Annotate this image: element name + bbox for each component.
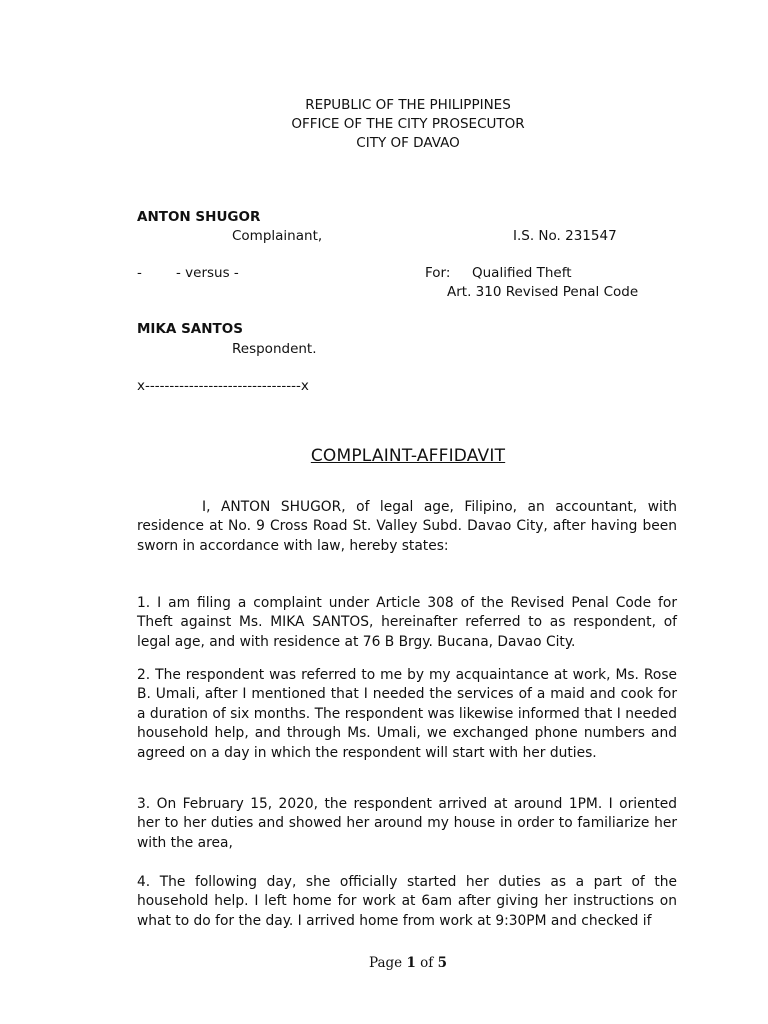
paragraph-4: 4. The following day, she officially started her duties as a part of the household help. I left home for work at 6am after giving her instructions on what to do for the day. I arrived home from work at 9:30PM and checked if: [137, 874, 677, 929]
paragraph-1: 1. I am filing a complaint under Article 308 of the Revised Penal Code for Theft against Ms. MIKA SANTOS, hereinafter referred to as respondent, of legal age, and with residence at 76 B Brgy. Bucana, Davao City.: [137, 595, 677, 650]
offense-label: Qualified Theft: [472, 265, 572, 281]
paragraph-3: 3. On February 15, 2020, the respondent arrived at around 1PM. I oriented her to her duties and showed her around my house in order to familiarize her with the area,: [137, 796, 677, 851]
complainant-name: ANTON SHUGOR: [137, 209, 261, 225]
header-republic: REPUBLIC OF THE PHILIPPINES: [305, 97, 511, 113]
header-city: CITY OF DAVAO: [356, 135, 460, 151]
respondent-role: Respondent.: [232, 341, 317, 357]
versus-label: - versus -: [176, 265, 239, 281]
intro-paragraph: I, ANTON SHUGOR, of legal age, Filipino, an accountant, with residence at No. 9 Cross Road St. Valley Subd. Davao City, after having been sworn in accordance with law, hereby states:: [137, 499, 677, 554]
versus-dash: -: [137, 265, 142, 281]
for-label: For:: [425, 265, 451, 281]
page-word: Page: [369, 955, 403, 971]
caption-separator: x--------------------------------x: [137, 378, 309, 394]
document-title: COMPLAINT-AFFIDAVIT: [310, 446, 506, 466]
of-word: of: [420, 955, 434, 971]
complainant-role: Complainant,: [232, 228, 323, 244]
page-current: 1: [406, 955, 416, 971]
page-total: 5: [437, 955, 447, 971]
case-number: I.S. No. 231547: [513, 228, 617, 244]
paragraph-2: 2. The respondent was referred to me by my acquaintance at work, Ms. Rose B. Umali, after I mentioned that I needed the services of a maid and cook for a duration of six months. The respondent was likewise informed that I needed household help, and through Ms. Umali, we exchanged phone numbers and agreed on a day in which the respondent will start with her duties.: [137, 667, 677, 761]
page-indicator: [0, 955, 768, 971]
respondent-name: MIKA SANTOS: [137, 321, 243, 337]
article-label: Art. 310 Revised Penal Code: [447, 284, 639, 300]
header-office: OFFICE OF THE CITY PROSECUTOR: [291, 116, 525, 132]
